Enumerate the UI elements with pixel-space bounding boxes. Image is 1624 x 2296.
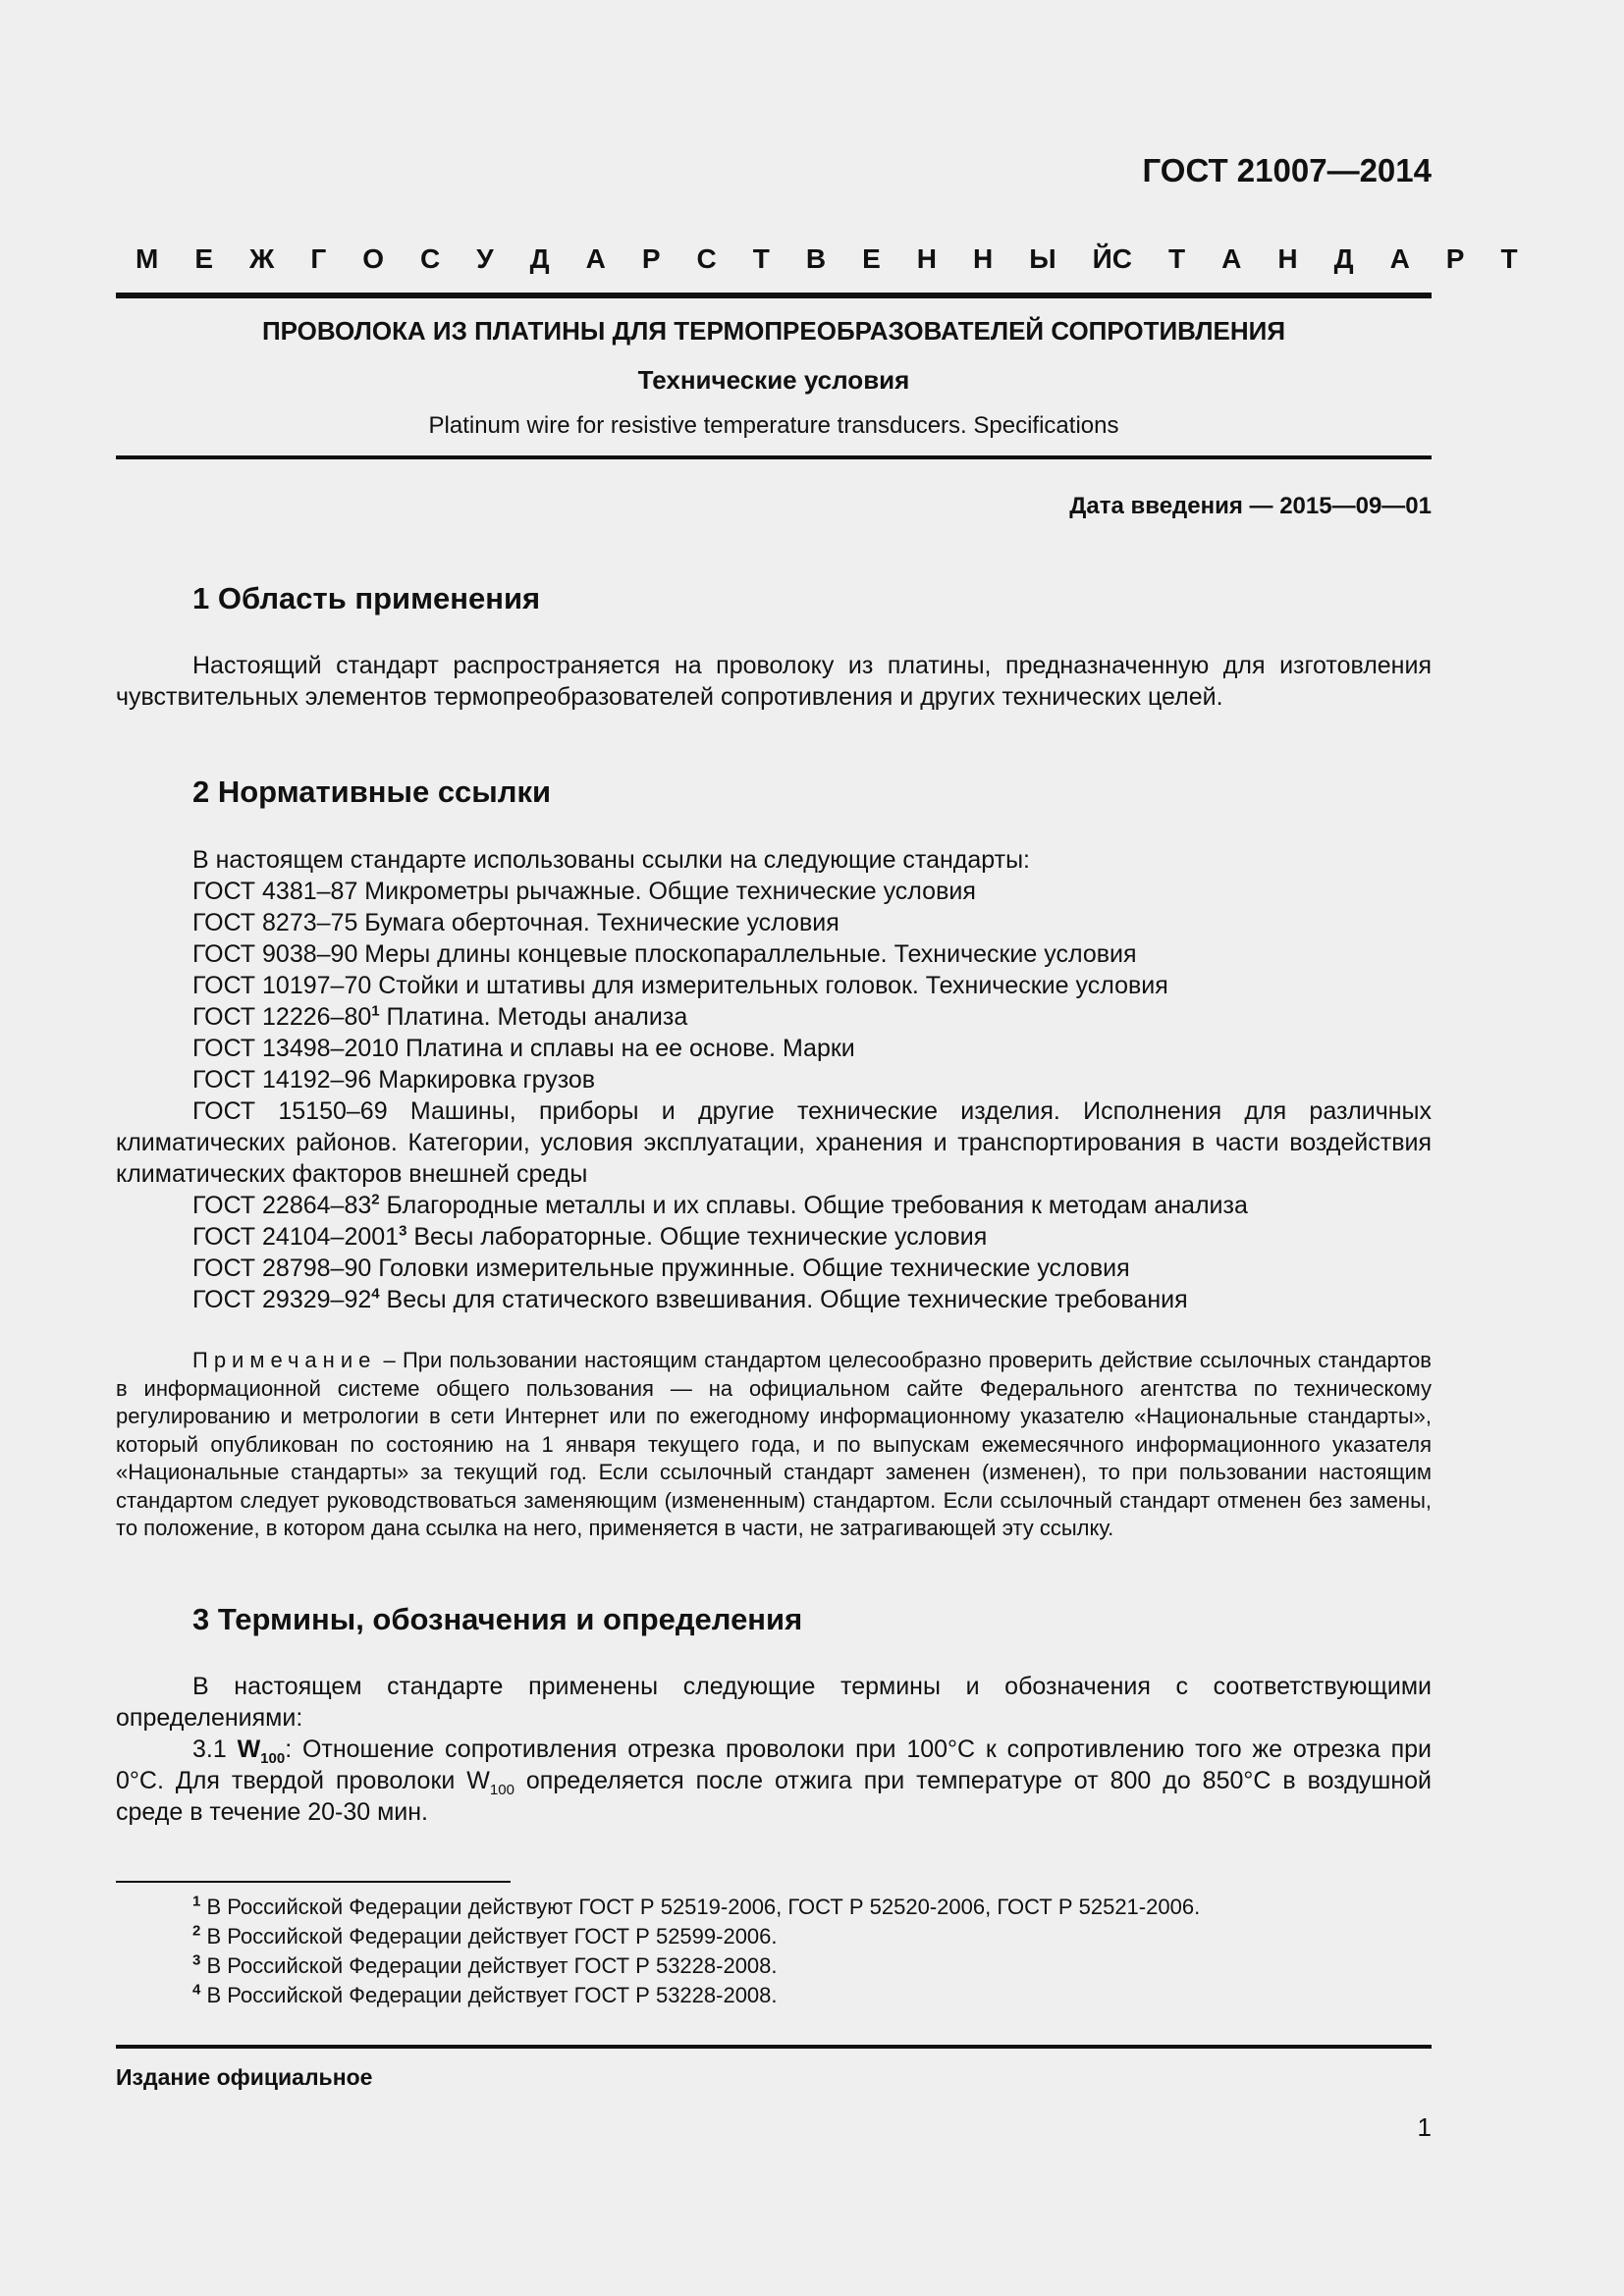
footnote-number: 1 xyxy=(192,1893,201,1910)
reference-title: Машины, приборы и другие технические изделия. Исполнения для различных климатических районов. Категории, условия эксплуатации, хранения и транспортирования в части воздействия климатических факторов внешней среды xyxy=(116,1097,1432,1188)
reference-code: ГОСТ 8273–75 xyxy=(192,909,358,936)
reference-item xyxy=(116,1001,1432,1033)
section-1-text: Настоящий стандарт распространяется на проволоку из платины, предназначенную для изготовления чувствительных элементов термопреобразователей сопротивления и других технических целей. xyxy=(116,652,1432,711)
footnote-marker: 3 xyxy=(399,1222,407,1240)
reference-title: Маркировка грузов xyxy=(371,1066,596,1094)
references-items xyxy=(116,876,1432,1315)
reference-title: Головки измерительные пружинные. Общие технические условия xyxy=(371,1255,1130,1282)
document-code: ГОСТ 21007—2014 xyxy=(1142,152,1432,188)
title-rule xyxy=(116,455,1432,459)
reference-item xyxy=(116,907,1432,938)
bottom-rule xyxy=(116,2045,1432,2049)
document-page xyxy=(116,0,1518,2296)
reference-code: ГОСТ 28798–90 xyxy=(192,1255,372,1282)
footnote xyxy=(192,1981,1432,2010)
footnote-text: В Российской Федерации действует ГОСТ Р 52599-2006. xyxy=(200,1924,778,1949)
reference-code: ГОСТ 24104–2001 xyxy=(192,1223,400,1251)
reference-item xyxy=(116,1284,1432,1315)
reference-title: Стойки и штативы для измерительных головок. Технические условия xyxy=(371,972,1168,999)
reference-code: ГОСТ 4381–87 xyxy=(192,878,358,905)
footnote-number: 3 xyxy=(192,1951,201,1969)
reference-title: Платина. Методы анализа xyxy=(379,1003,688,1031)
document-subtitle: Технические условия xyxy=(637,365,910,395)
reference-item xyxy=(116,1253,1432,1284)
footnote xyxy=(192,1951,1432,1981)
term-3-1: 3.1 $W_{100}$: Отношение сопротивления отрезка проволоки при 100°С к сопротивлению того же отрезка при 0°С. Для твердой проволоки $W_{100}$ определяется после отжига при температуре от 800 до 850°С в воздушной среде в течение 20-30 мин. xyxy=(116,1735,1432,1826)
note-text: – При пользовании настоящим стандартом целесообразно проверить действие ссылочных стандартов в информационной системе общего пользования — на официальном сайте Федерального агентства по техническому регулированию и метрологии в сети Интернет или по ежегодному информационному указателю «Национальные стандарты», который опубликован по состоянию на 1 января текущего года, и по выпускам ежемесячного информационного указателя «Национальные стандарты» за текущий год. Если ссылочный стандарт заменен (изменен), то при пользовании настоящим стандартом следует руководствоваться заменяющим (измененным) стандартом. Если ссылочный стандарт отменен без замены, то положение, в котором дана ссылка на него, применяется в части, не затрагивающей эту ссылку. xyxy=(116,1348,1432,1540)
reference-title: Весы лабораторные. Общие технические условия xyxy=(406,1223,988,1251)
references-list xyxy=(116,844,1432,1315)
term-symbol: W xyxy=(237,1735,261,1763)
document-title-english: Platinum wire for resistive temperature transducers. Specifications xyxy=(428,412,1119,439)
interstate-standard-banner xyxy=(135,243,1518,275)
introduction-date: Дата введения — 2015—09—01 xyxy=(1069,493,1432,519)
reference-title: Благородные металлы и их сплавы. Общие требования к методам анализа xyxy=(379,1192,1248,1219)
reference-item xyxy=(116,1190,1432,1221)
reference-title: Микрометры рычажные. Общие технические условия xyxy=(357,878,976,905)
page-number: 1 xyxy=(1417,2112,1432,2142)
footnote-text: В Российской Федерации действует ГОСТ Р 53228-2008. xyxy=(200,1983,778,2007)
reference-code: ГОСТ 29329–92 xyxy=(192,1286,372,1313)
footnote-text: В Российской Федерации действуют ГОСТ Р 52519-2006, ГОСТ Р 52520-2006, ГОСТ Р 52521-2006. xyxy=(200,1895,1201,1919)
note-label: Примечание xyxy=(192,1348,377,1372)
footnote-number: 4 xyxy=(192,1981,201,1999)
references-intro: В настоящем стандарте использованы ссылки на следующие стандарты: xyxy=(192,846,1031,874)
footnote-number: 2 xyxy=(192,1922,201,1940)
references-note xyxy=(116,1347,1432,1543)
footnote-separator xyxy=(116,1881,511,1883)
section-1-heading: 1 Область применения xyxy=(192,581,541,615)
reference-item xyxy=(116,938,1432,970)
top-rule xyxy=(116,293,1432,298)
reference-code: ГОСТ 13498–2010 xyxy=(192,1035,400,1062)
reference-item xyxy=(116,970,1432,1001)
reference-title: Бумага оберточная. Технические условия xyxy=(357,909,839,936)
document-title: ПРОВОЛОКА ИЗ ПЛАТИНЫ ДЛЯ ТЕРМОПРЕОБРАЗОВАТЕЛЕЙ СОПРОТИВЛЕНИЯ xyxy=(261,316,1286,346)
edition-label: Издание официальное xyxy=(116,2064,373,2090)
footnote-marker: 4 xyxy=(371,1285,380,1303)
section-2-heading: 2 Нормативные ссылки xyxy=(192,774,552,809)
reference-item xyxy=(116,1064,1432,1095)
reference-item xyxy=(116,1033,1432,1064)
reference-title: Весы для статического взвешивания. Общие технические требования xyxy=(379,1286,1188,1313)
reference-item xyxy=(116,1221,1432,1253)
footnotes xyxy=(192,1893,1432,2010)
reference-code: ГОСТ 9038–90 xyxy=(192,940,358,968)
section-3-heading: 3 Термины, обозначения и определения xyxy=(192,1602,803,1636)
footnote xyxy=(192,1893,1432,1922)
footnote-text: В Российской Федерации действует ГОСТ Р 53228-2008. xyxy=(200,1953,778,1978)
reference-code: ГОСТ 10197–70 xyxy=(192,972,372,999)
reference-title: Меры длины концевые плоскопараллельные. Технические условия xyxy=(357,940,1137,968)
reference-item xyxy=(116,1095,1432,1190)
reference-title: Платина и сплавы на ее основе. Марки xyxy=(399,1035,855,1062)
reference-code: ГОСТ 12226–80 xyxy=(192,1003,372,1031)
footnote-marker: 2 xyxy=(371,1191,380,1208)
reference-code: ГОСТ 14192–96 xyxy=(192,1066,372,1094)
reference-item xyxy=(116,876,1432,907)
footnote xyxy=(192,1922,1432,1951)
footnote-marker: 1 xyxy=(371,1002,380,1020)
section-3-intro: В настоящем стандарте применены следующие термины и обозначения с соответствующими определениями: xyxy=(116,1673,1432,1732)
banner-letters-left: М Е Ж Г О С У Д А Р С Т В Е Н Н Ы Й xyxy=(135,243,1112,274)
reference-code: ГОСТ 22864–83 xyxy=(192,1192,372,1219)
banner-letters-right: С Т А Н Д А Р Т xyxy=(1111,243,1518,274)
reference-code: ГОСТ 15150–69 xyxy=(192,1097,388,1125)
